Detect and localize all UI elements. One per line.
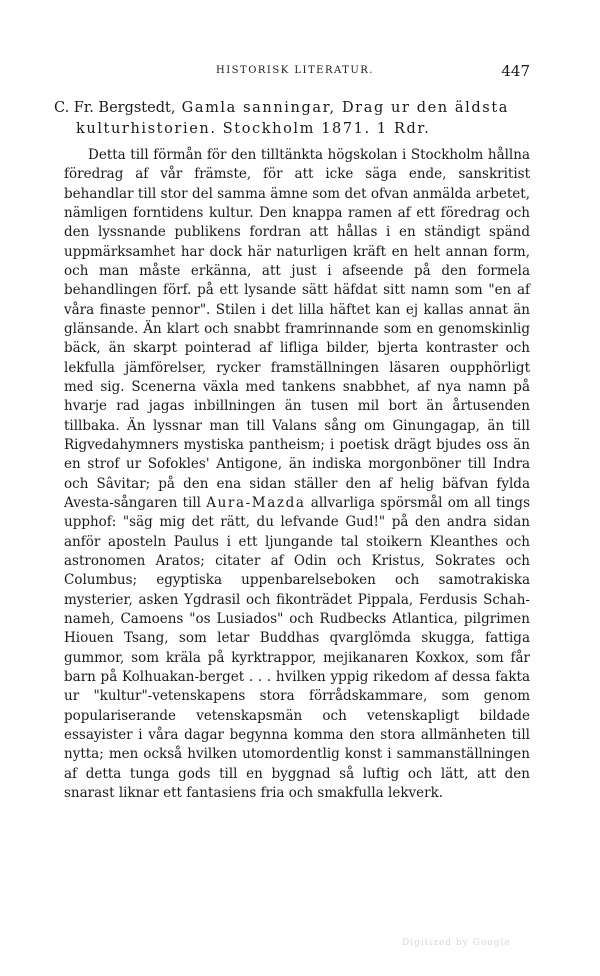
body-emphasis: Aura-Mazda xyxy=(206,494,306,511)
book-citation xyxy=(54,98,530,140)
body-text-part1: Detta till förmån för den tilltänkta högskolan i Stockholm hållna föredrag af vår främste, för att icke säga ende, sanskritist behandlar till stor del samma ämne som det ofvan anmälda arbetet, nämligen forntidens kultur. Den knappa ramen af ett föredrag och den lyssnande publikens fordran att hållas i en ständigt spänd uppmärksamhet har dock här naturligen kräft en helt annan form, och man måste erkänna, att just i afseende på den formela behandlingen förf. på ett lysande sätt häfdat sitt namn som "en af våra finaste pennor". Stilen i det lilla häftet kan ej kallas annat än glänsande. Än klart och snabbt framrinnande som en genomskinlig bäck, än skarpt pointerad af lifliga bilder, bjerta kontraster och lekfulla jämförelser, rycker framställningen läsaren oupphörligt med sig. Scenerna växla med tankens snabbhet, af nya namn på hvarje rad jagas inbillningen än tusen mil bort än årtusenden tillbaka. Än lyssnar man till Valans sång om Ginungagap, än till Rigvedahymners mystiska pantheism; i poetisk drägt bjudes oss än en strof ur Sofokles' Antigone, än indiska morgonböner till Indra och Sâvitar; på den ena sidan ställer den af helig bäfvan fylda Avesta-sångaren till xyxy=(64,147,530,511)
page-number: 447 xyxy=(501,62,530,80)
review-paragraph xyxy=(64,146,530,803)
running-head: HISTORISK LITERATUR. xyxy=(216,65,374,76)
body-text-part2: allvarliga spörsmål om all tings upphof: "säg mig det rätt, du lefvande Gud!" på den andra sidan anför aposteln Paulus i ett ljungande tal stoikern Kleanthes och astronomen Aratos; citater af Odin och Kristus, Sokrates och Columbus; egyptiska uppenbarelseboken och samotrakiska mysterier, asken Ygdrasil och fikonträdet Pippala, Ferdusis Schah-nameh, Camoens "os Lusiados" och Rudbecks Atlantica, pilgrimen Hiouen Tsang, som letar Buddhas qvarglömda skugga, fattiga gummor, som kräla på kyrktrappor, mejikanaren Koxkox, som får barn på Kolhuakan-berget . . . hvilken yppig rikedom af dessa fakta ur "kultur"-vetenskapens stora förrådskammare, som genom populariserande vetenskapsmän och vetenskapligt bildade essayister i våra dagar begynna komma den stora allmänheten till nytta; men också hvilken utomordentlig konst i sammanställningen af detta tunga gods till en byggnad så luftig och lätt, att den snarast liknar ett fantasiens fria och smakfulla lekverk. xyxy=(64,494,530,801)
page-header xyxy=(60,62,530,82)
scan-watermark: Digitized by Google xyxy=(402,938,511,948)
review-body xyxy=(64,146,530,803)
citation-title: Gamla sanningar, Drag ur den äldsta kulturhistorien. Stockholm 1871. 1 Rdr. xyxy=(76,100,509,137)
citation-paragraph xyxy=(54,98,530,140)
citation-author: C. Fr. Bergstedt, xyxy=(54,100,176,116)
